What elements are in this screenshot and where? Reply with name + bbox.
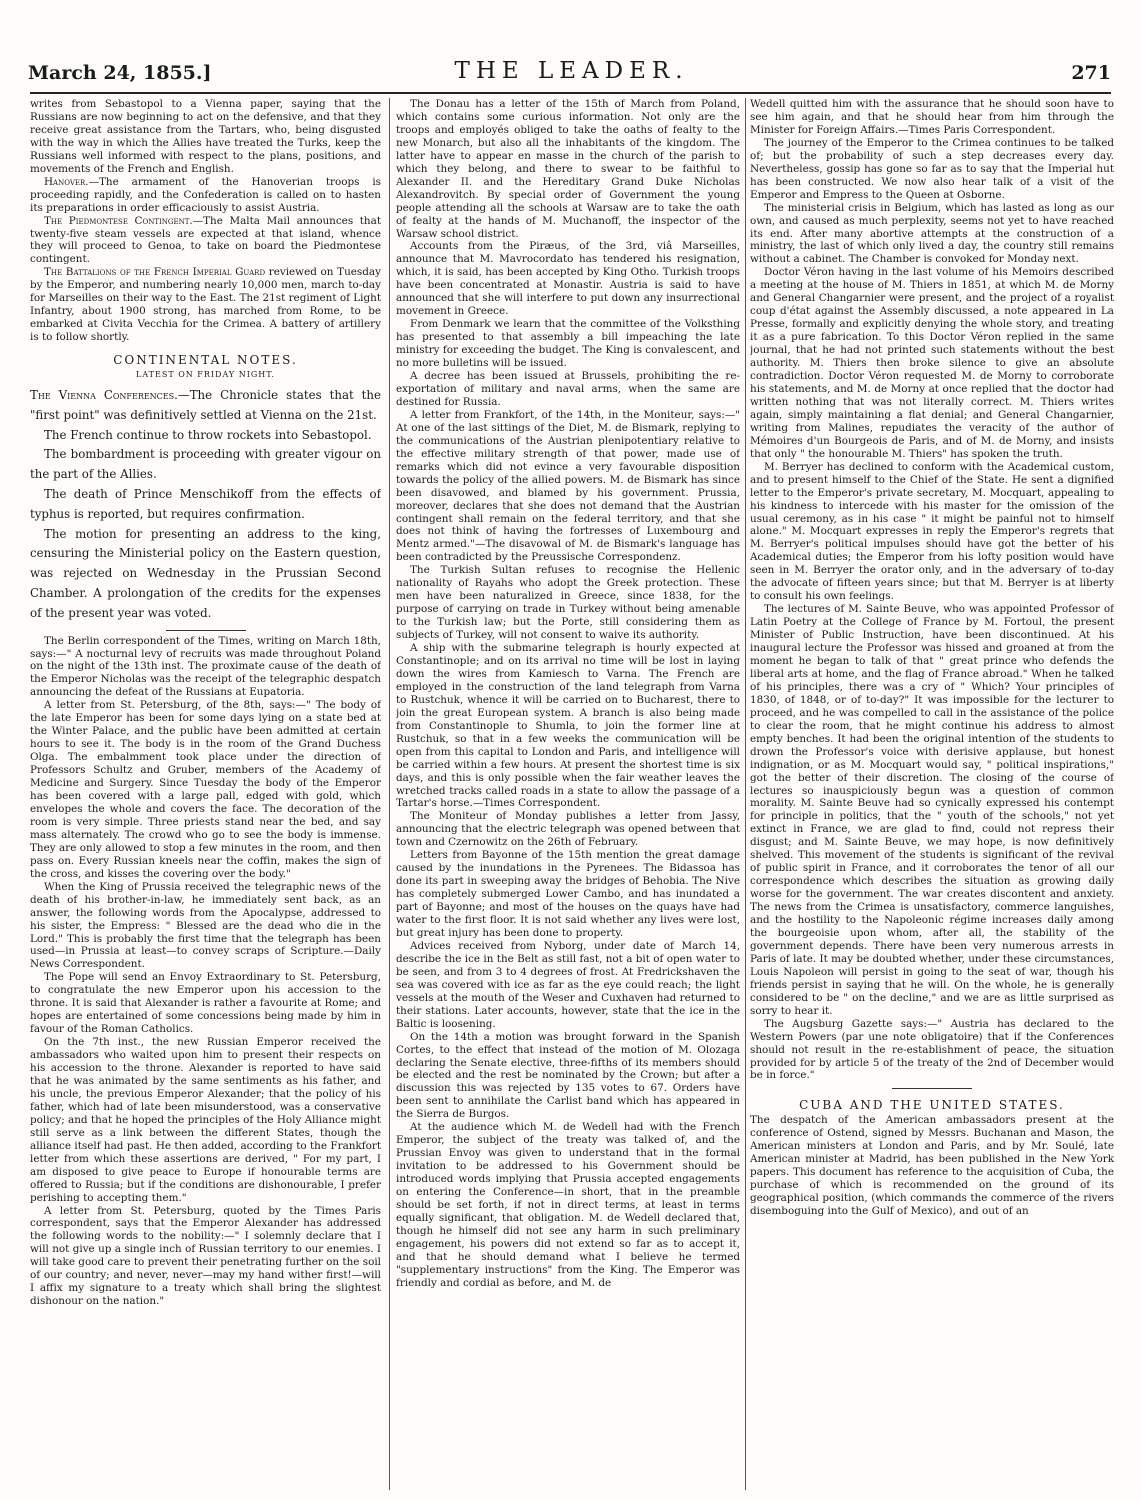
paragraph-text: —The Chronicle states that the "first point" was definitively settled at Vienna on the 21st. [30, 388, 381, 422]
paragraph: A letter from St. Petersburg, of the 8th, says:—" The body of the late Emperor has been for some days lying on a state bed at the Winter Palace, and the public have been admitted at certain hours to see it. The body is in the room of the Grand Duchess Olga. The embalmment took place under the direction of Professors Schultz and Gruber, members of the Academy of Medicine and Surgery. Since Tuesday the body of the Emperor has been covered with a large pall, edged with gold, which envelopes the whole and covers the face. The decoration of the room is very simple. Three priests stand near the bed, and say mass alternately. The crowd who go to see the body is immense. They are only allowed to stop a few minutes in the room, and then pass on. Every Russian kneels near the coffin, makes the sign of the cross, and kisses the covering over the body." [30, 699, 381, 880]
paragraph: A decree has been issued at Brussels, prohibiting the re-exportation of military and naval arms, when the same are destined for Russia. [396, 370, 740, 408]
paragraph: The Turkish Sultan refuses to recognise the Hellenic nationality of Rayahs who adopt the Greek protection. These men have been naturalized in Greece, since 1838, for the purpose of carrying on trade in Turkey without being amenable to the Turkish law; but the Porte, still considering them as subjects of Turkey, will not consent to waive its authority. [396, 564, 740, 642]
paragraph: The ministerial crisis in Belgium, which has lasted as long as our own, and caused as much perplexity, seems not yet to have reached its end. After many abortive attempts at the construction of a ministry, the last of which only lived a day, the country still remains without a cabinet. The Chamber is convoked for Monday next. [750, 201, 1114, 266]
page-number: 271 [1071, 62, 1111, 84]
paragraph-lead: The Piedmontese Contingent. [44, 214, 193, 227]
newspaper-title: THE LEADER. [454, 58, 689, 84]
column-1 [30, 98, 381, 1490]
paragraph: On the 7th inst., the new Russian Emperor received the ambassadors who waited upon him to present their respects on his accession to the throne. Alexander is reported to have said that he was animated by the same sentiments as his father, and his uncle, the previous Emperor Alexander; that the policy of his father, which had of late been misunderstood, was a conservative policy; and that he hoped the principles of the Holy Alliance might still serve as a link between the different States, though the alliance itself had past. He then added, according to the Frankfort letter from which these assertions are derived, " For my part, I am disposed to give peace to Europe if honourable terms are offered to Russia; but if the conditions are dishonourable, I prefer perishing to accepting them." [30, 1036, 381, 1204]
paragraph: The Pope will send an Envoy Extraordinary to St. Petersburg, to congratulate the new Emperor upon his accession to the throne. It is said that Alexander is rather a favourite at Rome; and hopes are entertained of some concessions being made by him in favour of the Roman Catholics. [30, 971, 381, 1036]
paragraph: A letter from St. Petersburg, quoted by the Times Paris correspondent, says that the Emperor Alexander has addressed the following words to the nobility:—" I solemnly declare that I will not give up a single inch of Russian territory to our enemies. I will take good care to prevent their penetrating further on the soil of our country; and never, never—may my hand wither first!—will I affix my signature to a treaty which shall bring the slightest dishonour on the nation." [30, 1204, 381, 1308]
paragraph: Advices received from Nyborg, under date of March 14, describe the ice in the Belt as still fast, not a bit of open water to be seen, and from 3 to 4 degrees of frost. At Fredrickshaven the sea was covered with ice as far as the eye could reach; the light vessels at the mouth of the Weser and Cuxhaven had returned to their stations. Later accounts, however, state that the ice in the Baltic is loosening. [396, 939, 740, 1030]
paragraph [30, 176, 381, 215]
paragraph: Doctor Véron having in the last volume of his Memoirs described a meeting at the house of M. Thiers in 1851, at which M. de Morny and General Changarnier were present, and the project of a royalist coup d'état against the Assembly discussed, a note appeared in La Presse, formally and explicitly denying the whole story, and treating it as a pure fabrication. To this Doctor Véron replied in the same journal, that he had not printed such statements without the best authority. M. Thiers then broke silence to give an absolute contradiction. Doctor Véron requested M. de Morny to corroborate his statements, and M. de Morny at once replied that the doctor had written nothing that was not literally correct. M. Thiers writes again, simply maintaining a flat denial; and General Changarnier, writing from Malines, repudiates the veracity of the author of Mémoires d'un Bourgeois de Paris, and of M. de Morny, and insists that only " the honourable M. Thiers" has spoken the truth. [750, 266, 1114, 460]
paragraph: The Moniteur of Monday publishes a letter from Jassy, announcing that the electric telegraph was opened between that town and Czernowitz on the 26th of February. [396, 810, 740, 849]
column-rule [389, 98, 390, 1490]
paragraph: Letters from Bayonne of the 15th mention the great damage caused by the inundations in the Pyrenees. The Bidassoa has done its part in sweeping away the bridges of Behobia. The Nive has completely submerged Lower Cambo, and has inundated a part of Bayonne; and most of the houses on the quays have had water to the first floor. It is not said whether any lives were lost, but great injury has been done to property. [396, 849, 740, 939]
paragraph-lead: The Battalions of the French Imperial Guard [44, 266, 266, 279]
paragraph: Accounts from the Piræus, of the 3rd, viâ Marseilles, announce that M. Mavrocordato has tendered his resignation, which, it is said, has been accepted by King Otho. Turkish troops have been concentrated at Monastir. Austria is said to have announced that she will interfere to put down any insurrectional movement in Greece. [396, 240, 740, 318]
paragraph: The Augsburg Gazette says:—" Austria has declared to the Western Powers (par une note obligatoire) that if the Conferences should not result in the re-establishment of peace, the situation provided for by article 5 of the treaty of the 2nd of December would be in force." [750, 1017, 1114, 1082]
paragraph: The lectures of M. Sainte Beuve, who was appointed Professor of Latin Poetry at the College of France by M. Fortoul, the present Minister of Public Instruction, have been discontinued. At his inaugural lecture the Professor was hissed and groaned at from the moment he began to talk of that " great prince who defends the liberal arts at home, and the flag of France abroad." When he talked of his principles, there was a cry of " Which? Your principles of 1830, of 1848, or of to-day?" It was impossible for the lecturer to proceed, and he was compelled to call in the assistance of the police to clear the room, that he might continue his address to almost empty benches. It had been the original intention of the students to drown the Professor's voice with derisive applause, but honest indignation, or as M. Mocquart would say, " political inspirations," got the better of their discretion. The closing of the course of lectures so inauspiciously begun was a question of common morality. M. Sainte Beuve had so cynically expressed his contempt for principle in politics, that the " youth of the schools," not yet extinct in France, we are glad to find, could not repress their disgust; and M. Sainte Beuve, we may hope, is now definitively shelved. This movement of the students is significant of the revival of public spirit in France, and it corroborates the tenor of all our correspondence which describes the situation as growing daily worse for the government. The war creates discontent and anxiety. The news from the Crimea is unsatisfactory, commerce languishes, and the hostility to the Napoleonic régime increases daily among the bourgeoisie upon whom, after all, the stability of the government depends. There have been very numerous arrests in Paris of late. It may be doubted whether, under these circumstances, Louis Napoleon will persist in going to the seat of war, though his friends persist in saying that he will. On the whole, he is generally considered to be " on the decline," and we are as little surprised as sorry to hear it. [750, 603, 1114, 1017]
paragraph: On the 14th a motion was brought forward in the Spanish Cortes, to the effect that instead of the motion of M. Olozaga declaring the Senate elective, three-fifths of its members should be elected and the rest be nominated by the Crown; but after a discussion this was rejected by 135 votes to 67. Orders have been sent to annihilate the Carlist band which has appeared in the Sierra de Burgos. [396, 1030, 740, 1121]
paragraph: The motion for presenting an address to the king, censuring the Ministerial policy on the Eastern question, was rejected on Wednesday in the Prussian Second Chamber. A prolongation of the credits for the expenses of the present year was voted. [30, 526, 381, 620]
page-header [28, 58, 1115, 88]
paragraph: The French continue to throw rockets into Sebastopol. [44, 427, 372, 442]
paragraph-text: —The armament of the Hanoverian troops is proceeding rapidly, and the Confederation is called on to hasten its preparations in order efficaciously to assist Austria. [30, 175, 381, 214]
paragraph: From Denmark we learn that the committee of the Volksthing has presented to that assembly a bill impeaching the late ministry for exceeding the budget. The King is convalescent, and no more bulletins will be issued. [396, 318, 740, 370]
paragraph: The despatch of the American ambassadors present at the conference of Ostend, signed by Messrs. Buchanan and Mason, the American ministers at London and Paris, and by Mr. Soulé, late American minister at Madrid, has been published in the New York papers. This document has reference to the acquisition of Cuba, the purchase of which is recommended on the ground of its geographical position, (which commands the commerce of the rivers disemboguing into the Gulf of Mexico), and out of an [750, 1114, 1114, 1218]
issue-date: March 24, 1855.] [28, 62, 212, 84]
paragraph [30, 266, 381, 344]
column-3 [750, 98, 1114, 1490]
paragraph: The death of Prince Menschikoff from the effects of typhus is reported, but requires confirmation. [30, 487, 381, 521]
paragraph: At the audience which M. de Wedell had with the French Emperor, the subject of the treaty was talked of, and the Prussian Envoy was given to understand that in the formal invitation to be addressed to his Government should be introduced words implying that Prussia accepted engagements on entering the Conference—in short, that in the preamble should be set forth, if not in direct terms, at least in terms equally significant, that obligation. M. de Wedell declared that, though he himself did not see any harm in such preliminary engagement, his powers did not extend so far as to accept it, and that he should demand what I believe he termed "supplementary instructions" from the King. The Emperor was friendly and cordial as before, and M. de [396, 1121, 740, 1289]
paragraph: M. Berryer has declined to conform with the Academical custom, and to present himself to the Chief of the State. He sent a dignified letter to the Emperor's private secretary, M. Mocquart, appealing to his kindness to intercede with his master for the omission of the usual ceremony, as in his case " it might be painful not to himself alone." M. Mocquart expresses in reply the Emperor's regrets that M. Berryer's political impulses should have got the better of his Academical duties; the Emperor from his lofty position would have seen in M. Berryer the orator only, and in the adversary of to-day the advocate of fifteen years since; but that M. Berryer is at liberty to consult his own feelings. [750, 460, 1114, 603]
separator [892, 1088, 972, 1089]
paragraph: The Berlin correspondent of the Times, writing on March 18th, says:—" A nocturnal levy of recruits was made throughout Poland on the night of the 13th inst. The proximate cause of the death of the Emperor Nicholas was the receipt of the telegraphic despatch announcing the defeat of the Russians at Eupatoria. [30, 634, 381, 699]
paragraph: writes from Sebastopol to a Vienna paper, saying that the Russians are now beginning to act on the defensive, and that they receive great assistance from the Tartars, who, being disgusted with the way in which the Allies have treated the Turks, keep the Russians well informed with respect to the plans, positions, and movements of the French and English. [30, 98, 381, 175]
paragraph: A ship with the submarine telegraph is hourly expected at Constantinople; and on its arrival no time will be lost in laying down the wires from Kamiesch to Varna. The French are employed in the construction of the land telegraph from Varna to Rustchuk, whence it will be carried on to Bucharest, there to join the great European system. A branch is also being made from Constantinople to Shumla, to join the former line at Rustchuk, so that in a few weeks the communication will be open from this capital to London and Paris, and intelligence will be carried within a few hours. At present the shortest time is six days, and this is only possible when the fair weather leaves the wretched tracks called roads in a state to allow the passage of a Tartar's horse.—Times Correspondent. [396, 642, 740, 810]
paragraph-lead: Hanover. [44, 175, 89, 188]
header-rule [30, 92, 1111, 94]
paragraph [30, 215, 381, 267]
paragraph [30, 386, 381, 426]
section-heading: CONTINENTAL NOTES. [113, 353, 298, 368]
section-subheading: LATEST ON FRIDAY NIGHT. [136, 370, 275, 380]
paragraph-text: —The Malta Mail announces that twenty-five steam vessels are expected at that island, whence they will proceed to Genoa, to take on board the Piedmontese contingent. [30, 214, 381, 266]
paragraph-lead: The Vienna Conferences. [30, 388, 178, 403]
paragraph: Wedell quitted him with the assurance that he should soon have to see him again, and that he should hear from him through the Minister for Foreign Affairs.—Times Paris Correspondent. [750, 98, 1114, 136]
section-heading: CUBA AND THE UNITED STATES. [799, 1098, 1065, 1113]
paragraph: A letter from Frankfort, of the 14th, in the Moniteur, says:—" At one of the last sittings of the Diet, M. de Bismark, replying to the communications of the Austrian plenipotentiary relative to the effective military strength of that power, made use of remarks which did not evince a very favourable disposition towards the policy of the allied powers. M. de Bismark has since been disavowed, and blamed by his government. Prussia, moreover, declares that she does not demand that the Austrian contingent shall remain on the federal territory, and that she does not think of having the fortresses of Luxembourg and Mentz armed."—The disavowal of M. de Bismark's language has been contradicted by the Preussische Correspondenz. [396, 408, 740, 564]
column-rule [745, 98, 746, 1490]
paragraph: The Donau has a letter of the 15th of March from Poland, which contains some curious information. Not only are the troops and employés obliged to take the oaths of fealty to the new Monarch, but also all the inhabitants of the kingdom. The latter have to appear en masse in the church of the parish to which they belong, and there to swear to be faithful to Alexander II. and the Hereditary Grand Duke Nicholas Alexandrovitch. By special order of Government the young people attending all the schools at Warsaw are to take the oath of fealty at the hands of M. Muchanoff, the inspector of the Warsaw school district. [396, 98, 740, 240]
paragraph: The journey of the Emperor to the Crimea continues to be talked of; but the probability of such a step decreases every day. Nevertheless, gossip has gone so far as to say that the Imperial hut has been constructed. We now also hear talk of a visit of the Emperor and Empress to the Queen at Osborne. [750, 136, 1114, 201]
separator [166, 630, 246, 631]
paragraph: The bombardment is proceeding with greater vigour on the part of the Allies. [30, 447, 381, 482]
paragraph-text: reviewed on Tuesday by the Emperor, and numbering nearly 10,000 men, march to-day for Marseilles on their way to the East. The 21st regiment of Light Infantry, about 1900 strong, has marched from Rome, to be embarked at Civita Vecchia for the Crimea. A battery of artillery is to follow shortly. [30, 266, 381, 344]
paragraph: When the King of Prussia received the telegraphic news of the death of his brother-in-law, he immediately sent back, as an answer, the following words from the Apocalypse, addressed to his sister, the Empress: " Blessed are the dead who die in the Lord." This is probably the first time that the telegraph has been used—in Prussia at least—to convey scraps of Scripture.—Daily News Correspondent. [30, 880, 381, 971]
column-2 [396, 98, 740, 1490]
